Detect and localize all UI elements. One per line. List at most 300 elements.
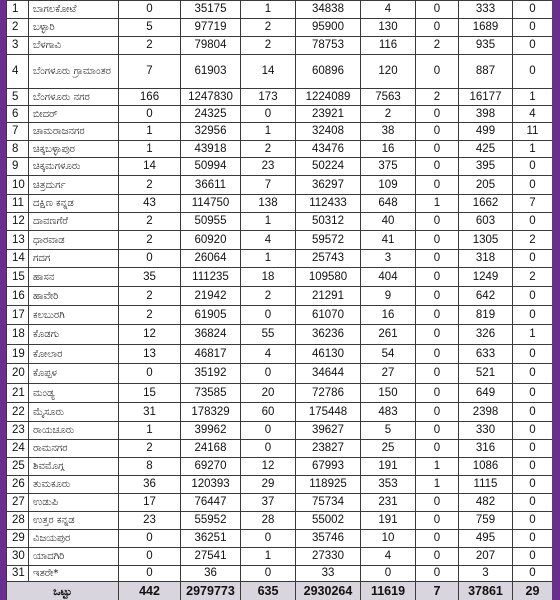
value-cell: 231 (361, 494, 416, 512)
row-serial-number: 6 (7, 106, 29, 123)
value-cell: 173 (241, 89, 296, 106)
total-value-cell: 7 (416, 582, 459, 600)
value-cell: 27541 (181, 548, 241, 566)
value-cell: 138 (241, 195, 296, 213)
district-name: ಬಳ್ಳಾರಿ (29, 19, 119, 37)
row-serial-number: 12 (7, 213, 29, 231)
table-row (7, 37, 553, 55)
district-name: ಉತ್ತರ ಕನ್ನಡ (29, 512, 119, 530)
value-cell: 4 (241, 345, 296, 364)
value-cell: 34644 (296, 364, 361, 384)
district-name: ಬೆಳಗಾವಿ (29, 37, 119, 55)
value-cell: 12 (119, 325, 181, 345)
district-name: ಕಲಬುರಗಿ (29, 306, 119, 325)
value-cell: 2 (119, 231, 181, 250)
value-cell: 1249 (459, 268, 513, 287)
table-row (7, 213, 553, 231)
value-cell: 27330 (296, 548, 361, 566)
table-row (7, 403, 553, 422)
district-name: ರಾಮನಗರ (29, 440, 119, 458)
table-row (7, 55, 553, 89)
value-cell: 120393 (181, 476, 241, 494)
value-cell: 0 (241, 440, 296, 458)
value-cell: 35 (119, 268, 181, 287)
value-cell: 0 (416, 325, 459, 345)
district-name: ಕೊಡಗು (29, 325, 119, 345)
value-cell: 72786 (296, 384, 361, 403)
value-cell: 55952 (181, 512, 241, 530)
value-cell: 1 (119, 422, 181, 440)
value-cell: 0 (513, 176, 553, 195)
table-row (7, 566, 553, 582)
value-cell: 35192 (181, 364, 241, 384)
value-cell: 1 (119, 141, 181, 158)
row-serial-number: 22 (7, 403, 29, 422)
value-cell: 0 (416, 530, 459, 548)
value-cell: 0 (416, 306, 459, 325)
value-cell: 887 (459, 55, 513, 89)
value-cell: 0 (513, 403, 553, 422)
value-cell: 0 (416, 364, 459, 384)
row-serial-number: 17 (7, 306, 29, 325)
value-cell: 39627 (296, 422, 361, 440)
value-cell: 0 (513, 384, 553, 403)
value-cell: 0 (513, 250, 553, 268)
value-cell: 14 (119, 158, 181, 176)
value-cell: 175448 (296, 403, 361, 422)
value-cell: 1115 (459, 476, 513, 494)
value-cell: 207 (459, 548, 513, 566)
district-name: ದಾವಣಗೆರೆ (29, 213, 119, 231)
district-name: ಉಡುಪಿ (29, 494, 119, 512)
district-name: ಬಾಗಲಕೋಟೆ (29, 1, 119, 19)
value-cell: 69270 (181, 458, 241, 476)
value-cell: 10 (361, 530, 416, 548)
value-cell: 1 (241, 548, 296, 566)
total-value-cell: 2930264 (296, 582, 361, 600)
value-cell: 178329 (181, 403, 241, 422)
table-row (7, 106, 553, 123)
value-cell: 46130 (296, 345, 361, 364)
value-cell: 0 (416, 55, 459, 89)
district-name: ಕೊಪ್ಪಳ (29, 364, 119, 384)
value-cell: 261 (361, 325, 416, 345)
value-cell: 1 (241, 250, 296, 268)
value-cell: 9 (361, 287, 416, 306)
value-cell: 0 (513, 287, 553, 306)
value-cell: 120 (361, 55, 416, 89)
value-cell: 0 (241, 566, 296, 582)
value-cell: 0 (513, 422, 553, 440)
value-cell: 4 (361, 548, 416, 566)
table-row (7, 458, 553, 476)
value-cell: 0 (513, 1, 553, 19)
district-name: ರಾಯಚೂರು (29, 422, 119, 440)
district-name: ಮಂಡ್ಯ (29, 384, 119, 403)
value-cell: 642 (459, 287, 513, 306)
value-cell: 0 (241, 422, 296, 440)
table-row (7, 440, 553, 458)
row-serial-number: 31 (7, 566, 29, 582)
value-cell: 0 (416, 231, 459, 250)
value-cell: 14 (241, 55, 296, 89)
total-label: ಒಟ್ಟು (7, 582, 119, 600)
value-cell: 2 (361, 106, 416, 123)
value-cell: 935 (459, 37, 513, 55)
value-cell: 32408 (296, 123, 361, 141)
value-cell: 191 (361, 458, 416, 476)
district-name: ಬೀದರ್ (29, 106, 119, 123)
value-cell: 16 (361, 141, 416, 158)
value-cell: 2398 (459, 403, 513, 422)
value-cell: 61905 (181, 306, 241, 325)
value-cell: 0 (513, 494, 553, 512)
value-cell: 333 (459, 1, 513, 19)
value-cell: 0 (416, 268, 459, 287)
value-cell: 2 (513, 268, 553, 287)
district-name: ಶಿವಮೊಗ್ಗ (29, 458, 119, 476)
value-cell: 23 (241, 158, 296, 176)
row-serial-number: 7 (7, 123, 29, 141)
value-cell: 1305 (459, 231, 513, 250)
value-cell: 5 (361, 422, 416, 440)
value-cell: 7 (119, 55, 181, 89)
row-serial-number: 1 (7, 1, 29, 19)
value-cell: 2 (119, 213, 181, 231)
total-value-cell: 2979773 (181, 582, 241, 600)
value-cell: 2 (241, 19, 296, 37)
value-cell: 0 (416, 440, 459, 458)
table-body (7, 1, 553, 582)
value-cell: 1662 (459, 195, 513, 213)
value-cell: 76447 (181, 494, 241, 512)
district-name: ಚಿತ್ರದುರ್ಗ (29, 176, 119, 195)
table-row (7, 548, 553, 566)
district-name: ಹಾಸನ (29, 268, 119, 287)
value-cell: 43 (119, 195, 181, 213)
value-cell: 1 (119, 123, 181, 141)
value-cell: 404 (361, 268, 416, 287)
value-cell: 375 (361, 158, 416, 176)
value-cell: 759 (459, 512, 513, 530)
value-cell: 2 (119, 306, 181, 325)
value-cell: 2 (241, 141, 296, 158)
value-cell: 1 (241, 1, 296, 19)
value-cell: 37 (241, 494, 296, 512)
total-value-cell: 635 (241, 582, 296, 600)
value-cell: 191 (361, 512, 416, 530)
value-cell: 21291 (296, 287, 361, 306)
value-cell: 0 (416, 213, 459, 231)
value-cell: 0 (416, 1, 459, 19)
value-cell: 0 (416, 422, 459, 440)
table-row (7, 176, 553, 195)
total-row (7, 582, 553, 600)
row-serial-number: 10 (7, 176, 29, 195)
value-cell: 2 (119, 37, 181, 55)
value-cell: 2 (241, 287, 296, 306)
value-cell: 7 (513, 195, 553, 213)
value-cell: 0 (119, 530, 181, 548)
value-cell: 54 (361, 345, 416, 364)
row-serial-number: 13 (7, 231, 29, 250)
value-cell: 36251 (181, 530, 241, 548)
value-cell: 0 (513, 158, 553, 176)
value-cell: 1224089 (296, 89, 361, 106)
value-cell: 43476 (296, 141, 361, 158)
district-name: ಧಾರವಾಡ (29, 231, 119, 250)
value-cell: 425 (459, 141, 513, 158)
value-cell: 495 (459, 530, 513, 548)
row-serial-number: 29 (7, 530, 29, 548)
value-cell: 33 (296, 566, 361, 582)
value-cell: 60 (241, 403, 296, 422)
value-cell: 0 (513, 458, 553, 476)
value-cell: 0 (513, 55, 553, 89)
value-cell: 35746 (296, 530, 361, 548)
value-cell: 0 (416, 494, 459, 512)
value-cell: 50312 (296, 213, 361, 231)
value-cell: 4 (361, 1, 416, 19)
value-cell: 36236 (296, 325, 361, 345)
value-cell: 112433 (296, 195, 361, 213)
value-cell: 4 (513, 106, 553, 123)
value-cell: 26064 (181, 250, 241, 268)
value-cell: 819 (459, 306, 513, 325)
value-cell: 61903 (181, 55, 241, 89)
row-serial-number: 2 (7, 19, 29, 37)
value-cell: 61070 (296, 306, 361, 325)
value-cell: 1 (416, 458, 459, 476)
value-cell: 0 (513, 345, 553, 364)
value-cell: 649 (459, 384, 513, 403)
value-cell: 150 (361, 384, 416, 403)
value-cell: 29 (241, 476, 296, 494)
value-cell: 13 (119, 345, 181, 364)
value-cell: 483 (361, 403, 416, 422)
value-cell: 35175 (181, 1, 241, 19)
table-row (7, 364, 553, 384)
table-row (7, 250, 553, 268)
value-cell: 28 (241, 512, 296, 530)
value-cell: 5 (119, 19, 181, 37)
table-row (7, 195, 553, 213)
row-serial-number: 8 (7, 141, 29, 158)
value-cell: 398 (459, 106, 513, 123)
district-name: ಬೆಂಗಳೂರು ಗ್ರಾಮಾಂತರ (29, 55, 119, 89)
value-cell: 32956 (181, 123, 241, 141)
value-cell: 0 (513, 306, 553, 325)
value-cell: 36 (181, 566, 241, 582)
value-cell: 55 (241, 325, 296, 345)
value-cell: 36297 (296, 176, 361, 195)
value-cell: 205 (459, 176, 513, 195)
right-frame-border (552, 0, 560, 600)
value-cell: 2 (416, 37, 459, 55)
row-serial-number: 9 (7, 158, 29, 176)
value-cell: 1 (513, 325, 553, 345)
total-value-cell: 29 (513, 582, 553, 600)
value-cell: 499 (459, 123, 513, 141)
value-cell: 109580 (296, 268, 361, 287)
value-cell: 0 (416, 250, 459, 268)
value-cell: 60920 (181, 231, 241, 250)
value-cell: 1 (513, 89, 553, 106)
value-cell: 2 (416, 89, 459, 106)
value-cell: 648 (361, 195, 416, 213)
district-name: ವಿಜಯಪುರ (29, 530, 119, 548)
value-cell: 20 (241, 384, 296, 403)
value-cell: 0 (513, 566, 553, 582)
row-serial-number: 16 (7, 287, 29, 306)
table-row (7, 494, 553, 512)
value-cell: 2 (513, 231, 553, 250)
value-cell: 0 (416, 384, 459, 403)
value-cell: 1 (513, 141, 553, 158)
table-row (7, 19, 553, 37)
value-cell: 7563 (361, 89, 416, 106)
value-cell: 0 (513, 548, 553, 566)
value-cell: 316 (459, 440, 513, 458)
value-cell: 36824 (181, 325, 241, 345)
value-cell: 4 (241, 231, 296, 250)
value-cell: 0 (119, 1, 181, 19)
table-row (7, 422, 553, 440)
total-value-cell: 11619 (361, 582, 416, 600)
value-cell: 0 (119, 250, 181, 268)
value-cell: 50994 (181, 158, 241, 176)
table-row (7, 306, 553, 325)
value-cell: 166 (119, 89, 181, 106)
value-cell: 25743 (296, 250, 361, 268)
district-name: ಬೆಂಗಳೂರು ನಗರ (29, 89, 119, 106)
value-cell: 15 (119, 384, 181, 403)
district-name: ದಕ್ಷಿಣ ಕನ್ನಡ (29, 195, 119, 213)
row-serial-number: 28 (7, 512, 29, 530)
row-serial-number: 20 (7, 364, 29, 384)
value-cell: 16177 (459, 89, 513, 106)
value-cell: 3 (459, 566, 513, 582)
value-cell: 36 (119, 476, 181, 494)
value-cell: 1 (241, 213, 296, 231)
value-cell: 0 (513, 440, 553, 458)
row-serial-number: 4 (7, 55, 29, 89)
row-serial-number: 14 (7, 250, 29, 268)
value-cell: 39962 (181, 422, 241, 440)
row-serial-number: 21 (7, 384, 29, 403)
value-cell: 0 (416, 106, 459, 123)
value-cell: 18 (241, 268, 296, 287)
value-cell: 40 (361, 213, 416, 231)
value-cell: 2 (119, 287, 181, 306)
total-value-cell: 442 (119, 582, 181, 600)
row-serial-number: 25 (7, 458, 29, 476)
value-cell: 0 (241, 306, 296, 325)
value-cell: 0 (241, 106, 296, 123)
value-cell: 114750 (181, 195, 241, 213)
value-cell: 46817 (181, 345, 241, 364)
row-serial-number: 15 (7, 268, 29, 287)
district-name: ಚಿಕ್ಕಬಳ್ಳಾಪುರ (29, 141, 119, 158)
value-cell: 17 (119, 494, 181, 512)
value-cell: 0 (513, 364, 553, 384)
value-cell: 118925 (296, 476, 361, 494)
value-cell: 67993 (296, 458, 361, 476)
value-cell: 0 (513, 37, 553, 55)
value-cell: 38 (361, 123, 416, 141)
table-row (7, 287, 553, 306)
table-row (7, 345, 553, 364)
value-cell: 25 (361, 440, 416, 458)
district-name: ಕೋಲಾರ (29, 345, 119, 364)
row-serial-number: 23 (7, 422, 29, 440)
value-cell: 0 (416, 548, 459, 566)
value-cell: 24325 (181, 106, 241, 123)
value-cell: 1 (416, 195, 459, 213)
value-cell: 1086 (459, 458, 513, 476)
row-serial-number: 24 (7, 440, 29, 458)
value-cell: 111235 (181, 268, 241, 287)
table-row (7, 530, 553, 548)
value-cell: 0 (513, 530, 553, 548)
value-cell: 0 (119, 566, 181, 582)
value-cell: 0 (119, 548, 181, 566)
value-cell: 0 (119, 364, 181, 384)
value-cell: 2 (241, 37, 296, 55)
total-value-cell: 37861 (459, 582, 513, 600)
value-cell: 0 (416, 287, 459, 306)
value-cell: 0 (513, 19, 553, 37)
value-cell: 73585 (181, 384, 241, 403)
district-name: ಹಾವೇರಿ (29, 287, 119, 306)
district-name: ಇತರೇ* (29, 566, 119, 582)
value-cell: 0 (119, 106, 181, 123)
value-cell: 0 (416, 158, 459, 176)
value-cell: 3 (361, 250, 416, 268)
value-cell: 78753 (296, 37, 361, 55)
value-cell: 1689 (459, 19, 513, 37)
value-cell: 36611 (181, 176, 241, 195)
table-row (7, 268, 553, 287)
value-cell: 0 (361, 566, 416, 582)
table-row (7, 512, 553, 530)
value-cell: 0 (241, 530, 296, 548)
value-cell: 95900 (296, 19, 361, 37)
value-cell: 1 (241, 123, 296, 141)
district-table (6, 0, 552, 600)
value-cell: 55002 (296, 512, 361, 530)
value-cell: 50955 (181, 213, 241, 231)
row-serial-number: 27 (7, 494, 29, 512)
table-row (7, 384, 553, 403)
value-cell: 43918 (181, 141, 241, 158)
table-row (7, 231, 553, 250)
value-cell: 0 (416, 512, 459, 530)
value-cell: 31 (119, 403, 181, 422)
row-serial-number: 18 (7, 325, 29, 345)
value-cell: 109 (361, 176, 416, 195)
table-row (7, 123, 553, 141)
value-cell: 79804 (181, 37, 241, 55)
value-cell: 75734 (296, 494, 361, 512)
value-cell: 395 (459, 158, 513, 176)
district-name: ಮೈಸೂರು (29, 403, 119, 422)
value-cell: 116 (361, 37, 416, 55)
table-row (7, 89, 553, 106)
district-table-container (6, 0, 552, 600)
value-cell: 482 (459, 494, 513, 512)
value-cell: 41 (361, 231, 416, 250)
